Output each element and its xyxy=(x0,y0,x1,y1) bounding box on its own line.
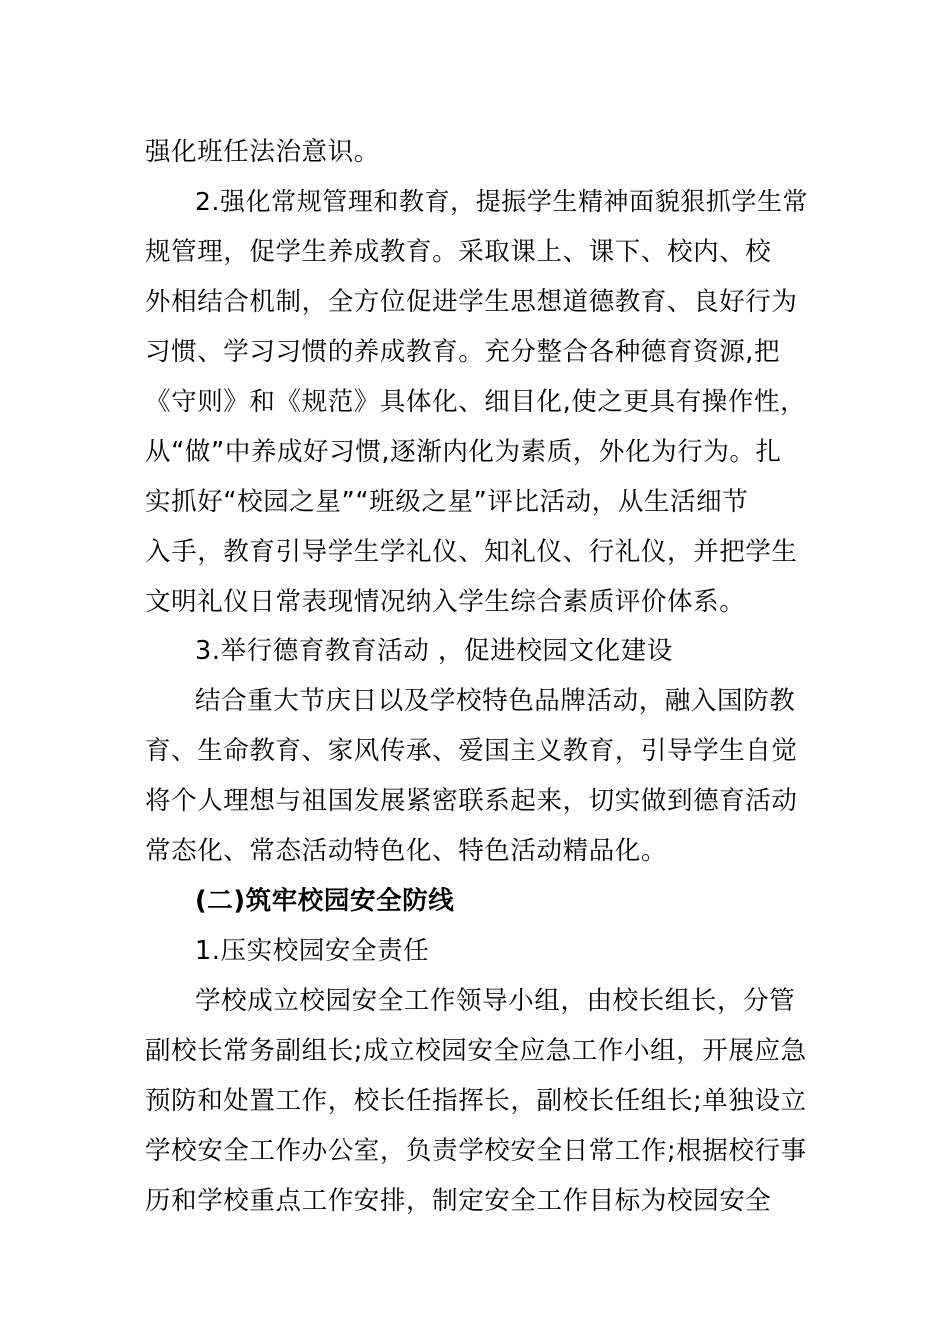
section-heading: 1.压实校园安全责任 xyxy=(195,936,430,966)
paragraph-line: 副校长常务副组长;成立校园安全应急工作小组，开展应急 xyxy=(145,1036,807,1066)
paragraph-line: 常态化、常态活动特色化、特色活动精品化。 xyxy=(145,836,668,866)
paragraph-line: 实抓好“校园之星”“班级之星”评比活动，从生活细节 xyxy=(145,487,749,517)
section-heading: 3.举行德育教育活动 ，促进校园文化建设 xyxy=(195,636,673,666)
paragraph-line: 《守则》和《规范》具体化、细目化,使之更具有操作性， xyxy=(145,387,807,417)
section-heading: 2.强化常规管理和教育，提振学生精神面貌狠抓学生常 xyxy=(195,187,809,216)
paragraph-line: 将个人理想与祖国发展紧密联系起来，切实做到德育活动 xyxy=(145,786,798,816)
paragraph-line: 学校安全工作办公室，负责学校安全日常工作;根据校行事 xyxy=(145,1136,807,1166)
paragraph-line: 外相结合机制，全方位促进学生思想道德教育、良好行为 xyxy=(145,287,798,317)
paragraph-line: 历和学校重点工作安排，制定安全工作目标为校园安全 xyxy=(145,1186,772,1216)
paragraph-line: 学校成立校园安全工作领导小组，由校长组长，分管 xyxy=(195,986,796,1016)
paragraph-line: 文明礼仪日常表现情况纳入学生综合素质评价体系。 xyxy=(145,587,746,617)
paragraph-line: 预防和处置工作，校长任指挥长，副校长任组长;单独设立 xyxy=(145,1086,807,1116)
paragraph-line: 育、生命教育、家风传承、爱国主义教育，引导学生自觉 xyxy=(145,736,798,766)
paragraph-line: 习惯、学习习惯的养成教育。充分整合各种德育资源,把 xyxy=(145,337,781,367)
chapter-heading: (二)筑牢校园安全防线 xyxy=(195,886,455,916)
paragraph-line: 规管理，促学生养成教育。采取课上、课下、校内、校 xyxy=(145,237,772,267)
paragraph-line: 从“做”中养成好习惯,逐渐内化为素质，外化为行为。扎 xyxy=(145,437,782,467)
paragraph-line: 结合重大节庆日以及学校特色品牌活动，融入国防教 xyxy=(195,686,796,716)
paragraph-line: 强化班任法治意识。 xyxy=(145,137,380,167)
paragraph-line: 入手，教育引导学生学礼仪、知礼仪、行礼仪，并把学生 xyxy=(145,537,798,567)
